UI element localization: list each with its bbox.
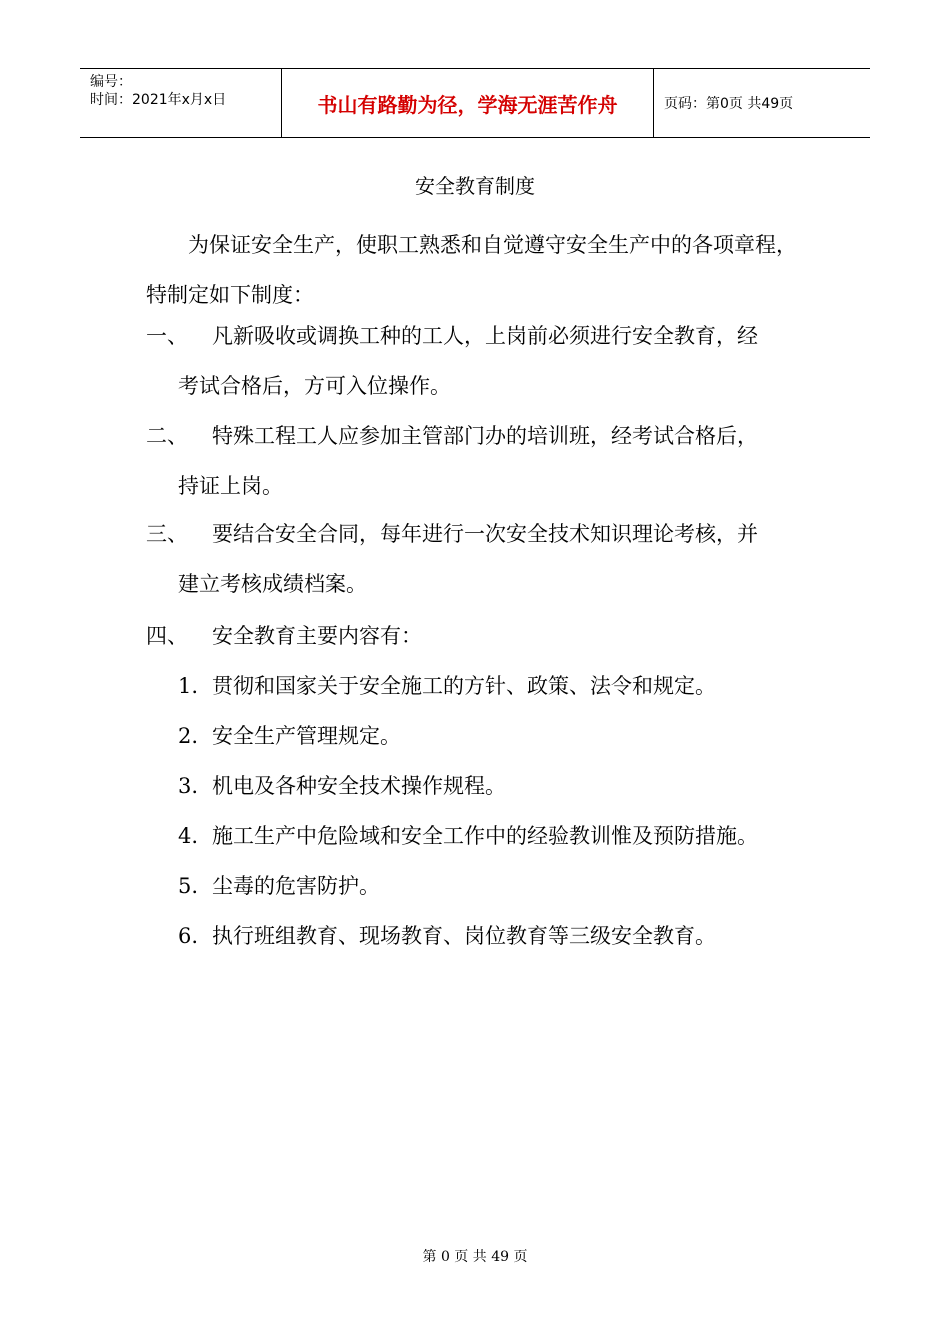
list-item-number: 四、 (146, 624, 188, 648)
sub-item-number: 2. (178, 724, 199, 748)
sub-item-text: 执行班组教育、现场教育、岗位教育等三级安全教育。 (212, 924, 716, 948)
list-item-number: 二、 (146, 424, 188, 448)
sub-item-number: 3. (178, 774, 199, 798)
sub-item-text: 施工生产中危险域和安全工作中的经验教训惟及预防措施。 (212, 824, 758, 848)
list-item-text: 要结合安全合同，每年进行一次安全技术知识理论考核，并 (212, 522, 758, 546)
list-item-number: 三、 (146, 522, 188, 546)
list-item-text: 凡新吸收或调换工种的工人，上岗前必须进行安全教育，经 (212, 324, 758, 348)
sub-item-1 (178, 670, 716, 700)
sub-item-4 (178, 820, 758, 850)
list-item-text-continued: 持证上岗。 (178, 474, 283, 498)
sub-item-number: 5. (178, 874, 199, 898)
sub-item-2 (178, 720, 401, 750)
list-item-text-continued: 建立考核成绩档案。 (178, 572, 367, 596)
document-date: 时间：2021年x月x日 (90, 92, 227, 108)
list-item-text-continued: 考试合格后，方可入位操作。 (178, 374, 451, 398)
sub-item-number: 6. (178, 924, 199, 948)
sub-item-number: 1. (178, 674, 199, 698)
list-item-text: 特殊工程工人应参加主管部门办的培训班，经考试合格后， (212, 424, 758, 448)
sub-item-text: 安全生产管理规定。 (212, 724, 401, 748)
intro-paragraph: 为保证安全生产，使职工熟悉和自觉遵守安全生产中的各项章程，特制定如下制度： (146, 233, 797, 307)
sub-item-5 (178, 870, 380, 900)
sub-item-text: 贯彻和国家关于安全施工的方针、政策、法令和规定。 (212, 674, 716, 698)
sub-item-number: 4. (178, 824, 199, 848)
document-header (80, 68, 870, 138)
sub-item-6 (178, 920, 716, 950)
sub-item-text: 尘毒的危害防护。 (212, 874, 380, 898)
page-footer: 第 0 页 共 49 页 (422, 1249, 528, 1265)
header-meta (80, 69, 282, 137)
list-item-text: 安全教育主要内容有： (212, 624, 422, 648)
document-number-label: 编号： (90, 74, 132, 90)
list-item-number: 一、 (146, 324, 188, 348)
header-motto: 书山有路勤为径，学海无涯苦作舟 (282, 69, 654, 137)
sub-item-text: 机电及各种安全技术操作规程。 (212, 774, 506, 798)
document-title: 安全教育制度 (415, 174, 535, 198)
header-page-info: 页码：第0页 共49页 (664, 96, 794, 112)
sub-item-3 (178, 770, 506, 800)
